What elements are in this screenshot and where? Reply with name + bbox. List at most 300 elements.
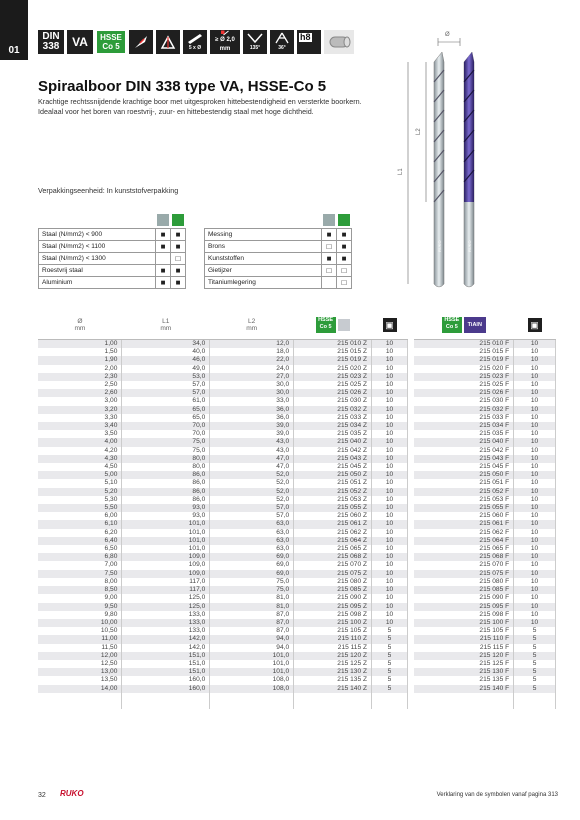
article-cell: 215 140 F xyxy=(414,685,514,693)
suitability-coated: ■ xyxy=(171,241,186,253)
article-cell: 215 053 F xyxy=(414,496,514,504)
material-row xyxy=(39,277,186,289)
col-l2: L2 mm xyxy=(210,311,294,340)
material-label: Brons xyxy=(205,241,322,253)
article-cell: 215 030 F xyxy=(414,397,514,405)
table-row xyxy=(414,652,556,660)
qty-cell: 5 xyxy=(514,660,556,668)
diameter-cell: 10,50 xyxy=(38,627,122,635)
qty-cell: 10 xyxy=(372,479,408,487)
diameter-cell: 1,00 xyxy=(38,340,122,349)
table-row xyxy=(414,594,556,602)
article-cell: 215 098 Z xyxy=(294,611,372,619)
table-row xyxy=(414,570,556,578)
l1-cell: 57,0 xyxy=(122,389,210,397)
qty-cell: 10 xyxy=(514,365,556,373)
suitability-uncoated: ■ xyxy=(322,253,337,265)
article-cell: 215 035 F xyxy=(414,430,514,438)
diameter-cell: 2,50 xyxy=(38,381,122,389)
article-cell: 215 068 Z xyxy=(294,553,372,561)
l1-cell: 133,0 xyxy=(122,627,210,635)
l1-cell: 160,0 xyxy=(122,676,210,684)
footer-note: Verklaring van de symbolen vanaf pagina 313 xyxy=(436,792,558,798)
l2-cell: 36,0 xyxy=(210,414,294,422)
qty-cell: 10 xyxy=(372,561,408,569)
l2-cell: 69,0 xyxy=(210,553,294,561)
col-article-tialn: HSSE Co 5 TiAlN xyxy=(414,311,514,340)
article-cell: 215 062 Z xyxy=(294,529,372,537)
col-l1: L1 mm xyxy=(122,311,210,340)
qty-cell: 5 xyxy=(514,685,556,693)
table-row xyxy=(38,373,408,381)
qty-cell: 10 xyxy=(372,430,408,438)
table-row xyxy=(38,463,408,471)
table-row xyxy=(38,479,408,487)
qty-cell: 5 xyxy=(514,627,556,635)
diameter-cell: 3,50 xyxy=(38,430,122,438)
box-icon: ▣ xyxy=(528,318,542,332)
l1-cell: 151,0 xyxy=(122,652,210,660)
material-row xyxy=(205,265,352,277)
table-row xyxy=(38,537,408,545)
article-cell: 215 080 Z xyxy=(294,578,372,586)
table-row xyxy=(38,512,408,520)
table-row xyxy=(38,356,408,364)
article-cell: 215 080 F xyxy=(414,578,514,586)
article-cell: 215 042 F xyxy=(414,447,514,455)
qty-cell: 10 xyxy=(372,471,408,479)
l2-cell: 22,0 xyxy=(210,356,294,364)
qty-cell: 10 xyxy=(372,455,408,463)
header-icon-row xyxy=(38,30,354,54)
drill-tip-icon xyxy=(129,30,153,54)
table-row xyxy=(38,520,408,528)
l2-cell: 63,0 xyxy=(210,537,294,545)
qty-cell: 5 xyxy=(514,668,556,676)
l1-cell: 133,0 xyxy=(122,619,210,627)
helix-angle-icon: 36° xyxy=(270,30,294,54)
diameter-cell: 4,20 xyxy=(38,447,122,455)
qty-cell: 10 xyxy=(372,397,408,405)
col-pack-qty-tialn xyxy=(514,311,556,340)
l1-cell: 46,0 xyxy=(122,356,210,364)
article-cell: 215 070 Z xyxy=(294,561,372,569)
table-row xyxy=(414,455,556,463)
l1-cell: 125,0 xyxy=(122,594,210,602)
table-row xyxy=(414,529,556,537)
table-row xyxy=(414,545,556,553)
l1-cell: 133,0 xyxy=(122,611,210,619)
suitability-uncoated: ■ xyxy=(322,229,337,241)
l1-cell: 86,0 xyxy=(122,479,210,487)
article-cell: 215 010 Z xyxy=(294,340,372,349)
qty-cell: 10 xyxy=(514,422,556,430)
l2-label: L2 xyxy=(416,128,422,135)
qty-cell: 10 xyxy=(372,422,408,430)
article-cell: 215 034 Z xyxy=(294,422,372,430)
qty-cell: 10 xyxy=(372,520,408,528)
qty-cell: 10 xyxy=(514,348,556,356)
table-row xyxy=(414,447,556,455)
qty-cell: 5 xyxy=(514,635,556,643)
l2-cell: 63,0 xyxy=(210,545,294,553)
article-cell: 215 033 F xyxy=(414,414,514,422)
qty-cell: 10 xyxy=(514,340,556,349)
page-title: Spiraalboor DIN 338 type VA, HSSE-Co 5 xyxy=(38,78,327,95)
article-cell: 215 064 Z xyxy=(294,537,372,545)
table-row xyxy=(38,611,408,619)
table-row xyxy=(414,644,556,652)
table-row xyxy=(38,414,408,422)
suitability-uncoated: ■ xyxy=(156,265,171,277)
table-row xyxy=(38,685,408,693)
diameter-cell: 13,50 xyxy=(38,676,122,684)
qty-cell: 10 xyxy=(514,586,556,594)
qty-cell: 10 xyxy=(514,488,556,496)
material-label: Staal (N/mm2) < 900 xyxy=(39,229,156,241)
table-row xyxy=(414,512,556,520)
article-cell: 215 026 Z xyxy=(294,389,372,397)
article-cell: 215 019 F xyxy=(414,356,514,364)
diameter-cell: 6,10 xyxy=(38,520,122,528)
l1-cell: 151,0 xyxy=(122,660,210,668)
table-row xyxy=(38,578,408,586)
diameter-cell: 7,50 xyxy=(38,570,122,578)
suitability-coated: ■ xyxy=(171,229,186,241)
l2-cell: 101,0 xyxy=(210,660,294,668)
article-cell: 215 061 Z xyxy=(294,520,372,528)
l2-cell: 30,0 xyxy=(210,389,294,397)
table-row xyxy=(38,422,408,430)
diameter-cell: 3,00 xyxy=(38,397,122,405)
suitability-coated: □ xyxy=(171,253,186,265)
diameter-cell: 2,00 xyxy=(38,365,122,373)
article-cell: 215 045 Z xyxy=(294,463,372,471)
diameter-cell: 9,00 xyxy=(38,594,122,602)
table-row xyxy=(38,438,408,446)
table-row xyxy=(38,455,408,463)
article-cell: 215 042 Z xyxy=(294,447,372,455)
drill-brand-label-2: RUKO xyxy=(467,240,472,252)
article-cell: 215 030 Z xyxy=(294,397,372,405)
table-row xyxy=(414,611,556,619)
qty-cell: 10 xyxy=(514,496,556,504)
qty-cell: 10 xyxy=(514,389,556,397)
article-cell: 215 015 F xyxy=(414,348,514,356)
table-row xyxy=(38,619,408,627)
l1-cell: 93,0 xyxy=(122,504,210,512)
article-cell: 215 055 Z xyxy=(294,504,372,512)
l2-cell: 94,0 xyxy=(210,635,294,643)
qty-cell: 10 xyxy=(514,471,556,479)
diameter-cell: 12,00 xyxy=(38,652,122,660)
diameter-cell: 10,00 xyxy=(38,619,122,627)
qty-cell: 10 xyxy=(372,348,408,356)
table-row xyxy=(38,406,408,414)
article-cell: 215 085 F xyxy=(414,586,514,594)
table-row xyxy=(38,668,408,676)
l1-cell: 86,0 xyxy=(122,488,210,496)
qty-cell: 10 xyxy=(514,594,556,602)
l1-cell: 86,0 xyxy=(122,496,210,504)
qty-cell: 10 xyxy=(372,389,408,397)
l1-cell: 109,0 xyxy=(122,570,210,578)
page-number: 32 xyxy=(38,792,46,799)
qty-cell: 5 xyxy=(514,644,556,652)
diameter-cell: 14,00 xyxy=(38,685,122,693)
diameter-cell: 1,50 xyxy=(38,348,122,356)
article-cell: 215 015 Z xyxy=(294,348,372,356)
l2-cell: 39,0 xyxy=(210,422,294,430)
diameter-cell: 13,00 xyxy=(38,668,122,676)
l1-cell: 101,0 xyxy=(122,529,210,537)
qty-cell: 10 xyxy=(514,561,556,569)
qty-cell: 10 xyxy=(372,340,408,349)
l1-cell: 125,0 xyxy=(122,603,210,611)
article-cell: 215 040 Z xyxy=(294,438,372,446)
article-cell: 215 025 Z xyxy=(294,381,372,389)
point-angle-icon: 135° xyxy=(243,30,267,54)
diameter-cell: 2,30 xyxy=(38,373,122,381)
packaging-note: Verpakkingseenheid: In kunststofverpakking xyxy=(38,186,179,195)
material-label: Staal (N/mm2) < 1100 xyxy=(39,241,156,253)
tolerance-icon: h8 xyxy=(297,30,321,54)
qty-cell: 10 xyxy=(372,545,408,553)
suitability-coated: ■ xyxy=(337,229,352,241)
table-row xyxy=(38,348,408,356)
qty-cell: 10 xyxy=(514,578,556,586)
qty-cell: 10 xyxy=(514,553,556,561)
diameter-cell: 2,60 xyxy=(38,389,122,397)
materials-table-right xyxy=(204,212,352,289)
l2-cell: 47,0 xyxy=(210,463,294,471)
table-row xyxy=(414,463,556,471)
diameter-cell: 6,50 xyxy=(38,545,122,553)
section-tab: 01 xyxy=(0,0,28,60)
material-row xyxy=(205,229,352,241)
article-cell: 215 075 Z xyxy=(294,570,372,578)
article-cell: 215 034 F xyxy=(414,422,514,430)
qty-cell: 10 xyxy=(372,488,408,496)
l1-cell: 109,0 xyxy=(122,561,210,569)
material-row xyxy=(39,241,186,253)
qty-cell: 10 xyxy=(372,496,408,504)
diameter-cell: 3,20 xyxy=(38,406,122,414)
table-row xyxy=(414,553,556,561)
qty-cell: 10 xyxy=(372,365,408,373)
diameter-cell: 1,90 xyxy=(38,356,122,364)
l1-cell: 109,0 xyxy=(122,553,210,561)
article-cell: 215 065 Z xyxy=(294,545,372,553)
diameter-cell: 9,80 xyxy=(38,611,122,619)
article-cell: 215 023 F xyxy=(414,373,514,381)
l1-cell: 160,0 xyxy=(122,685,210,693)
table-row xyxy=(414,430,556,438)
diameter-cell: 11,50 xyxy=(38,644,122,652)
qty-cell: 5 xyxy=(372,635,408,643)
material-label: Roestvrij staal xyxy=(39,265,156,277)
table-row xyxy=(414,389,556,397)
table-row xyxy=(414,496,556,504)
table-row xyxy=(38,553,408,561)
article-cell: 215 105 F xyxy=(414,627,514,635)
article-cell: 215 115 Z xyxy=(294,644,372,652)
table-row xyxy=(38,471,408,479)
l2-cell: 69,0 xyxy=(210,561,294,569)
table-row xyxy=(38,561,408,569)
qty-cell: 10 xyxy=(514,570,556,578)
ruko-logo: RUKO xyxy=(60,789,84,798)
table-row xyxy=(38,430,408,438)
table-row xyxy=(38,676,408,684)
table-row xyxy=(414,348,556,356)
diameter-cell: 12,50 xyxy=(38,660,122,668)
l1-cell: 75,0 xyxy=(122,447,210,455)
article-cell: 215 095 F xyxy=(414,603,514,611)
table-row xyxy=(414,578,556,586)
diameter-cell: 5,50 xyxy=(38,504,122,512)
table-row xyxy=(38,389,408,397)
table-row xyxy=(38,365,408,373)
l1-cell: 80,0 xyxy=(122,455,210,463)
qty-cell: 10 xyxy=(372,414,408,422)
article-cell: 215 105 Z xyxy=(294,627,372,635)
qty-cell: 10 xyxy=(514,438,556,446)
table-row xyxy=(414,488,556,496)
l1-cell: 49,0 xyxy=(122,365,210,373)
l1-cell: 101,0 xyxy=(122,545,210,553)
suitability-coated: ■ xyxy=(171,265,186,277)
qty-cell: 10 xyxy=(514,512,556,520)
l2-cell: 30,0 xyxy=(210,381,294,389)
table-row xyxy=(414,586,556,594)
article-cell: 215 062 F xyxy=(414,529,514,537)
table-row xyxy=(414,479,556,487)
qty-cell: 10 xyxy=(372,537,408,545)
l2-cell: 47,0 xyxy=(210,455,294,463)
table-row xyxy=(414,676,556,684)
din-338-badge: DIN 338 xyxy=(38,30,64,54)
qty-cell: 10 xyxy=(372,553,408,561)
shank-icon xyxy=(324,30,354,54)
article-cell: 215 025 F xyxy=(414,381,514,389)
table-row xyxy=(414,397,556,405)
col-diameter: Ø mm xyxy=(38,311,122,340)
article-cell: 215 065 F xyxy=(414,545,514,553)
article-cell: 215 075 F xyxy=(414,570,514,578)
l1-cell: 117,0 xyxy=(122,578,210,586)
cooling-icon: ≥ Ø 2,0 mm xyxy=(210,30,240,54)
table-row xyxy=(38,586,408,594)
l2-cell: 75,0 xyxy=(210,578,294,586)
l2-cell: 43,0 xyxy=(210,447,294,455)
article-cell: 215 110 F xyxy=(414,635,514,643)
article-cell: 215 055 F xyxy=(414,504,514,512)
qty-cell: 10 xyxy=(514,545,556,553)
article-cell: 215 100 Z xyxy=(294,619,372,627)
l2-cell: 57,0 xyxy=(210,504,294,512)
qty-cell: 10 xyxy=(514,373,556,381)
l2-cell: 108,0 xyxy=(210,685,294,693)
table-row xyxy=(38,504,408,512)
table-row xyxy=(38,529,408,537)
diameter-cell: 6,00 xyxy=(38,512,122,520)
table-row xyxy=(414,520,556,528)
article-cell: 215 052 Z xyxy=(294,488,372,496)
table-row xyxy=(38,496,408,504)
article-cell: 215 110 Z xyxy=(294,635,372,643)
article-cell: 215 125 Z xyxy=(294,660,372,668)
l2-cell: 24,0 xyxy=(210,365,294,373)
material-label: Kunststoffen xyxy=(205,253,322,265)
suitability-coated: ■ xyxy=(171,277,186,289)
table-row xyxy=(414,668,556,676)
l1-cell: 93,0 xyxy=(122,512,210,520)
l1-cell: 151,0 xyxy=(122,668,210,676)
article-cell: 215 043 F xyxy=(414,455,514,463)
table-row xyxy=(414,660,556,668)
l1-cell: 65,0 xyxy=(122,406,210,414)
suitability-coated: ■ xyxy=(337,241,352,253)
article-cell: 215 050 Z xyxy=(294,471,372,479)
table-row xyxy=(414,471,556,479)
article-cell: 215 060 F xyxy=(414,512,514,520)
qty-cell: 10 xyxy=(514,520,556,528)
l1-cell: 86,0 xyxy=(122,471,210,479)
article-cell: 215 120 Z xyxy=(294,652,372,660)
empty-row xyxy=(414,701,556,709)
diameter-cell: 9,50 xyxy=(38,603,122,611)
table-row xyxy=(414,406,556,414)
qty-cell: 10 xyxy=(514,603,556,611)
table-row xyxy=(38,397,408,405)
article-cell: 215 043 Z xyxy=(294,455,372,463)
l1-cell: 117,0 xyxy=(122,586,210,594)
article-cell: 215 068 F xyxy=(414,553,514,561)
qty-cell: 10 xyxy=(372,356,408,364)
col-article-hsse: HSSE Co 5 xyxy=(294,311,372,340)
table-row xyxy=(414,561,556,569)
table-row xyxy=(38,570,408,578)
diameter-cell: 3,30 xyxy=(38,414,122,422)
drill-illustration xyxy=(390,22,500,292)
article-cell: 215 125 F xyxy=(414,660,514,668)
l2-cell: 101,0 xyxy=(210,668,294,676)
article-cell: 215 100 F xyxy=(414,619,514,627)
qty-cell: 10 xyxy=(514,619,556,627)
qty-cell: 10 xyxy=(372,463,408,471)
qty-cell: 10 xyxy=(514,414,556,422)
l1-cell: 75,0 xyxy=(122,438,210,446)
material-row xyxy=(205,277,352,289)
qty-cell: 5 xyxy=(372,660,408,668)
qty-cell: 10 xyxy=(372,586,408,594)
l1-cell: 70,0 xyxy=(122,422,210,430)
l1-cell: 80,0 xyxy=(122,463,210,471)
table-row xyxy=(414,685,556,693)
diameter-cell: 4,00 xyxy=(38,438,122,446)
l2-cell: 27,0 xyxy=(210,373,294,381)
product-table-tialn xyxy=(414,311,556,709)
l2-cell: 52,0 xyxy=(210,479,294,487)
diameter-label: Ø xyxy=(445,32,450,38)
diameter-cell: 6,40 xyxy=(38,537,122,545)
l2-cell: 75,0 xyxy=(210,586,294,594)
article-cell: 215 051 F xyxy=(414,479,514,487)
empty-row xyxy=(38,701,408,709)
l2-cell: 94,0 xyxy=(210,644,294,652)
diameter-cell: 6,20 xyxy=(38,529,122,537)
